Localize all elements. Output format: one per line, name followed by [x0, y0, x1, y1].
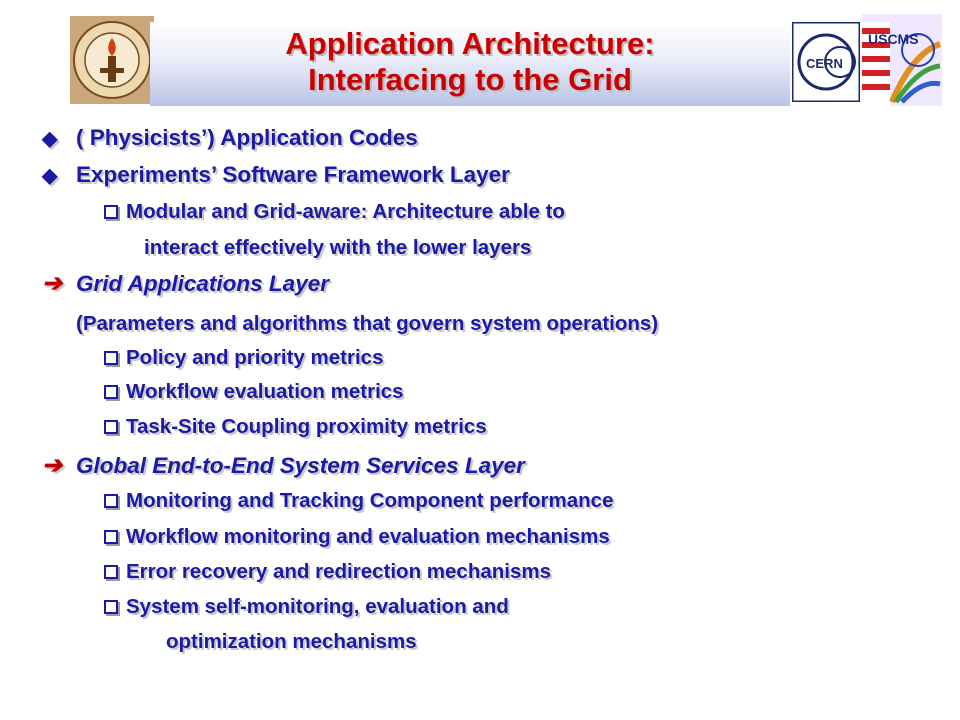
bullet-continuation — [76, 310, 658, 338]
right-arrow-bullet-icon: ➔ — [42, 452, 63, 479]
bullet-text: Experiments’ Software Framework Layer — [76, 162, 510, 187]
bullet-text: (Parameters and algorithms that govern system operations) — [76, 312, 659, 335]
bullet-text: Modular and Grid-aware: Architecture able to — [126, 200, 565, 223]
checkbox-bullet-icon — [104, 494, 118, 508]
sub-bullet-item — [104, 344, 383, 372]
bullet-text: Workflow evaluation metrics — [126, 380, 404, 403]
sub-bullet-continuation — [144, 234, 531, 262]
bullet-text: Task-Site Coupling proximity metrics — [126, 415, 487, 438]
sub-bullet-item — [104, 198, 565, 226]
svg-text:CERN: CERN — [806, 56, 843, 71]
diamond-bullet-icon: ◆ — [42, 165, 58, 187]
bullet-text: Workflow monitoring and evaluation mechanisms — [126, 525, 610, 548]
right-arrow-bullet-icon: ➔ — [42, 270, 63, 297]
sub-bullet-item — [104, 378, 404, 406]
bullet-text: optimization mechanisms — [166, 630, 417, 653]
sub-bullet-item — [104, 523, 610, 551]
checkbox-bullet-icon — [104, 420, 118, 434]
arrow-bullet-item — [42, 452, 525, 480]
bullet-text: System self-monitoring, evaluation and — [126, 595, 509, 618]
checkbox-bullet-icon — [104, 530, 118, 544]
bullet-text: Global End-to-End System Services Layer — [76, 453, 525, 478]
arrow-bullet-item — [42, 270, 329, 298]
bullet-text: interact effectively with the lower layers — [144, 236, 532, 259]
checkbox-bullet-icon — [104, 600, 118, 614]
bullet-text: Monitoring and Tracking Component performance — [126, 489, 614, 512]
slide-title-line-2: Interfacing to the Grid — [308, 62, 632, 97]
bullet-text: ( Physicists’) Application Codes — [76, 125, 418, 150]
svg-text:USCMS: USCMS — [868, 31, 919, 47]
sub-bullet-item — [104, 558, 551, 586]
checkbox-bullet-icon — [104, 565, 118, 579]
sub-bullet-continuation — [166, 628, 417, 656]
bullet-text: Grid Applications Layer — [76, 271, 329, 296]
slide-title-line-1: Application Architecture: — [285, 26, 655, 61]
sub-bullet-item — [104, 413, 487, 441]
bullet-text: Policy and priority metrics — [126, 346, 384, 369]
checkbox-bullet-icon — [104, 205, 118, 219]
bullet-item — [42, 124, 418, 153]
checkbox-bullet-icon — [104, 385, 118, 399]
bullet-text: Error recovery and redirection mechanisms — [126, 560, 551, 583]
bullet-item — [42, 161, 510, 190]
diamond-bullet-icon: ◆ — [42, 128, 58, 150]
checkbox-bullet-icon — [104, 351, 118, 365]
sub-bullet-item — [104, 487, 613, 515]
sub-bullet-item — [104, 593, 509, 621]
